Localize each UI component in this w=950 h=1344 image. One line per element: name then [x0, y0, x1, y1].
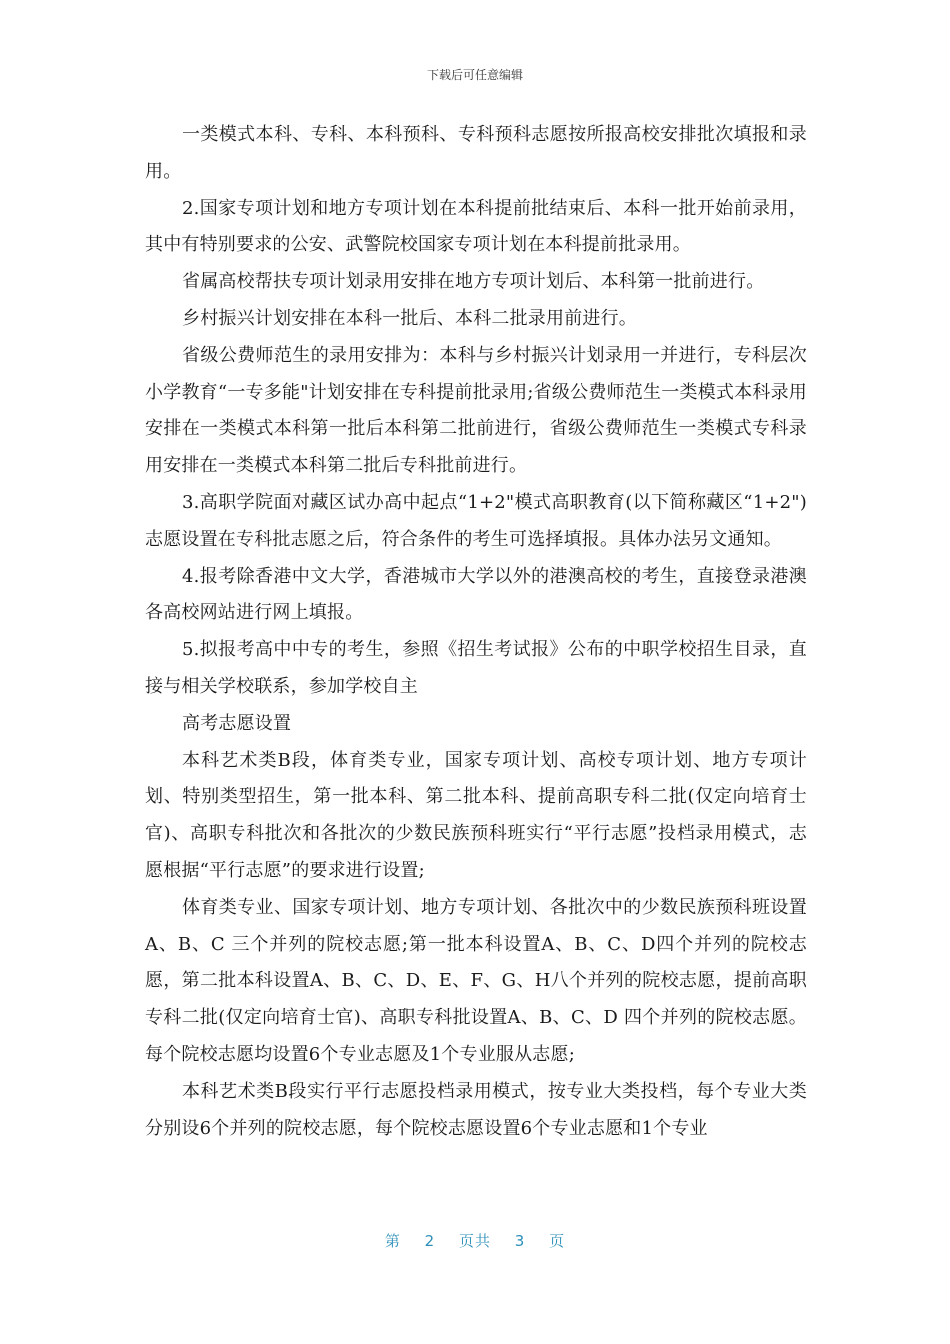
paragraph: 本科艺术类B段实行平行志愿投档录用模式，按专业大类投档，每个专业大类分别设6个并列的院校志愿，每个院校志愿设置6个专业志愿和1个专业 [145, 1080, 807, 1139]
page-mid-label: 页共 [458, 1232, 491, 1250]
page-number: 2 [424, 1232, 436, 1250]
paragraph: 4.报考除香港中文大学，香港城市大学以外的港澳高校的考生，直接登录港澳各高校网站进行网上填报。 [145, 565, 807, 624]
paragraph: 省级公费师范生的录用安排为：本科与乡村振兴计划录用一并进行，专科层次小学教育“一专多能"计划安排在专科提前批录用;省级公费师范生一类模式本科录用安排在一类模式本科第一批后本科第二批前进行，省级公费师范生一类模式专科录用安排在一类模式本科第二批后专科批前进行。 [145, 344, 807, 477]
paragraph: 本科艺术类B段，体育类专业，国家专项计划、高校专项计划、地方专项计划、特别类型招生，第一批本科、第二批本科、提前高职专科二批(仅定向培育士官)、高职专科批次和各批次的少数民族预科班实行“平行志愿”投档录用模式，志愿根据“平行志愿”的要求进行设置; [145, 749, 807, 881]
page-footer [0, 1230, 950, 1251]
paragraph: 体育类专业、国家专项计划、地方专项计划、各批次中的少数民族预科班设置A、B、C 三个并列的院校志愿;第一批本科设置A、B、C、D四个并列的院校志愿，第二批本科设置A、B、C、D、E、F、G、H八个并列的院校志愿，提前高职专科二批(仅定向培育士官)、高职专科批设置A、B、C、D 四个并列的院校志愿。每个院校志愿均设置6个专业志愿及1个专业服从志愿; [145, 896, 807, 1065]
document-body [145, 117, 807, 1147]
paragraph: 省属高校帮扶专项计划录用安排在地方专项计划后、本科第一批前进行。 [182, 271, 765, 293]
page-header: 下载后可任意编辑 [426, 68, 523, 82]
total-pages: 3 [514, 1232, 526, 1250]
paragraph: 2.国家专项计划和地方专项计划在本科提前批结束后、本科一批开始前录用，其中有特别要求的公安、武警院校国家专项计划在本科提前批录用。 [145, 197, 807, 256]
section-heading: 高考志愿设置 [182, 712, 292, 734]
page-end-label: 页 [549, 1232, 566, 1250]
paragraph: 5.拟报考高中中专的考生，参照《招生考试报》公布的中职学校招生目录，直接与相关学校联系，参加学校自主 [145, 639, 807, 697]
paragraph: 一类模式本科、专科、本科预科、专科预科志愿按所报高校安排批次填报和录用。 [145, 124, 807, 182]
paragraph: 3.高职学院面对藏区试办高中起点“1+2"模式高职教育(以下简称藏区“1+2")志愿设置在专科批志愿之后，符合条件的考生可选择填报。具体办法另文通知。 [145, 491, 807, 550]
page-label: 第 [384, 1232, 401, 1250]
paragraph: 乡村振兴计划安排在本科一批后、本科二批录用前进行。 [182, 307, 637, 329]
